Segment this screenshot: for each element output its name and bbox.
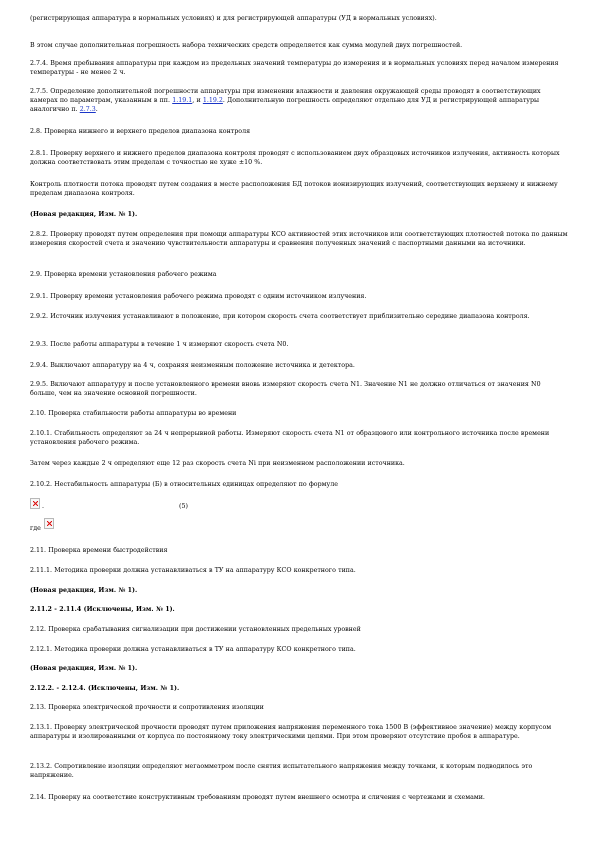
- paragraph: 2.10.2. Нестабильность аппаратуры (Б) в относительных единицах определяют по формуле: [30, 481, 338, 488]
- paragraph: 2.9.2. Источник излучения устанавливают в положение, при котором скорость счета соответствует приблизительно середине диапазона контроля.: [30, 313, 530, 320]
- paragraph: 2.9.4. Выключают аппаратуру на 4 ч, сохраняя неизменным положение источника и детектора.: [30, 362, 355, 369]
- paragraph: 2.8.1. Проверку верхнего и нижнего пределов диапазона контроля проводят с использованием двух образцовых источников излучения, активность которых должна соответствовать этим пределам с точностью не хуже ±10 %.: [30, 150, 560, 166]
- broken-image-icon: [44, 518, 54, 529]
- paragraph: 2.14. Проверку на соответствие конструктивным требованиям проводят путем внешнего осмотра и сличения с чертежами и схемами.: [30, 794, 485, 801]
- revision-note: (Новая редакция, Изм. № 1).: [30, 665, 138, 672]
- paragraph-text: . Дополнительную погрешность определяют отдельно для УД и регистрирующей аппаратуры аналогично п.: [30, 97, 540, 113]
- broken-image-icon: [30, 498, 40, 509]
- section-heading: 2.8. Проверка нижнего и верхнего пределов диапазона контроля: [30, 128, 251, 135]
- paragraph-text: .: [95, 106, 98, 113]
- paragraph: 2.11.1. Методика проверки должна устанавливаться в ТУ на аппаратуру КСО конкретного типа.: [30, 567, 356, 574]
- revision-note: 2.12.2. - 2.12.4. (Исключены, Изм. № 1).: [30, 685, 180, 692]
- link-item-1-19-1[interactable]: 1.19.1: [172, 97, 193, 104]
- paragraph-text: 2.7.5. Определение дополнительной погрешности аппаратуры при изменении влажности и давления окружающей среды проводят в соответствующих камерах по параметрам, указанным в пп.: [30, 88, 541, 104]
- section-heading: 2.9. Проверка времени установления рабочего режима: [30, 271, 217, 278]
- formula-number: (5): [179, 503, 188, 510]
- paragraph: В этом случае дополнительная погрешность набора технических средств определяется как сумма модулей двух погрешностей.: [30, 42, 463, 49]
- paragraph: 2.7.4. Время пребывания аппаратуры при каждом из предельных значений температуры до измерения и в нормальных условиях перед началом измерения температуры - не менее 2 ч.: [30, 60, 559, 76]
- where-label: где: [30, 525, 41, 532]
- link-item-2-7-3[interactable]: 2.7.3: [79, 106, 96, 113]
- section-heading: 2.13. Проверка электрической прочности и сопротивления изоляции: [30, 704, 264, 711]
- link-item-1-19-2[interactable]: 1.19.2: [202, 97, 223, 104]
- paragraph: 2.9.3. После работы аппаратуры в течение 1 ч измеряют скорость счета N0.: [30, 341, 289, 348]
- paragraph: Контроль плотности потока проводят путем создания в месте расположения БД потоков ионизирующих излучений, соответствующих верхнему и нижнему пределам диапазона контроля.: [30, 181, 558, 197]
- paragraph: 2.9.1. Проверку времени установления рабочего режима проводят с одним источником излучения.: [30, 293, 367, 300]
- paragraph: 2.12.1. Методика проверки должна устанавливаться в ТУ на аппаратуру КСО конкретного типа.: [30, 646, 356, 653]
- revision-note: 2.11.2 - 2.11.4 (Исключены, Изм. № 1).: [30, 606, 175, 613]
- formula-dot: .: [42, 503, 45, 510]
- section-heading: 2.12. Проверка срабатывания сигнализации при достижении установленных предельных уровней: [30, 626, 361, 633]
- paragraph-text: , и: [192, 97, 203, 104]
- paragraph: 2.9.5. Включают аппаратуру и после установленного времени вновь измеряют скорость счета N1. Значение N1 не должно отличаться от значения N0 больше, чем на значение основной погрешности.: [30, 381, 541, 397]
- paragraph: (регистрирующая аппаратура в нормальных условиях) и для регистрирующей аппаратуры (УД в нормальных условиях).: [30, 15, 437, 22]
- paragraph: 2.8.2. Проверку проводят путем определения при помощи аппаратуры КСО активностей этих источников или соответствующих плотностей потока по данным измерения скоростей счета и значению чувствительности аппаратуры и сравнения полученных значений с паспортными данными на источники.: [30, 231, 568, 247]
- revision-note: (Новая редакция, Изм. № 1).: [30, 211, 138, 218]
- paragraph: Затем через каждые 2 ч определяют еще 12 раз скорость счета Ni при неизменном расположении источника.: [30, 460, 405, 467]
- section-heading: 2.11. Проверка времени быстродействия: [30, 547, 168, 554]
- paragraph: 2.13.1. Проверку электрической прочности проводят путем приложения напряжения переменного тока 1500 В (эффективное значение) между корпусом аппаратуры и изолированными от корпуса по постоянному току электрическими цепями. При этом проверяют отсутствие пробоя в аппаратуре.: [30, 724, 552, 740]
- revision-note: (Новая редакция, Изм. № 1).: [30, 587, 138, 594]
- paragraph: 2.10.1. Стабильность определяют за 24 ч непрерывной работы. Измеряют скорость счета N1 от образцового или контрольного источника после времени установления рабочего режима.: [30, 430, 550, 446]
- paragraph: [30, 87, 568, 114]
- paragraph: 2.13.2. Сопротивление изоляции определяют мегаомметром после снятия испытательного напряжения между точками, к которым подводилось это напряжение.: [30, 763, 533, 779]
- section-heading: 2.10. Проверка стабильности работы аппаратуры во времени: [30, 410, 237, 417]
